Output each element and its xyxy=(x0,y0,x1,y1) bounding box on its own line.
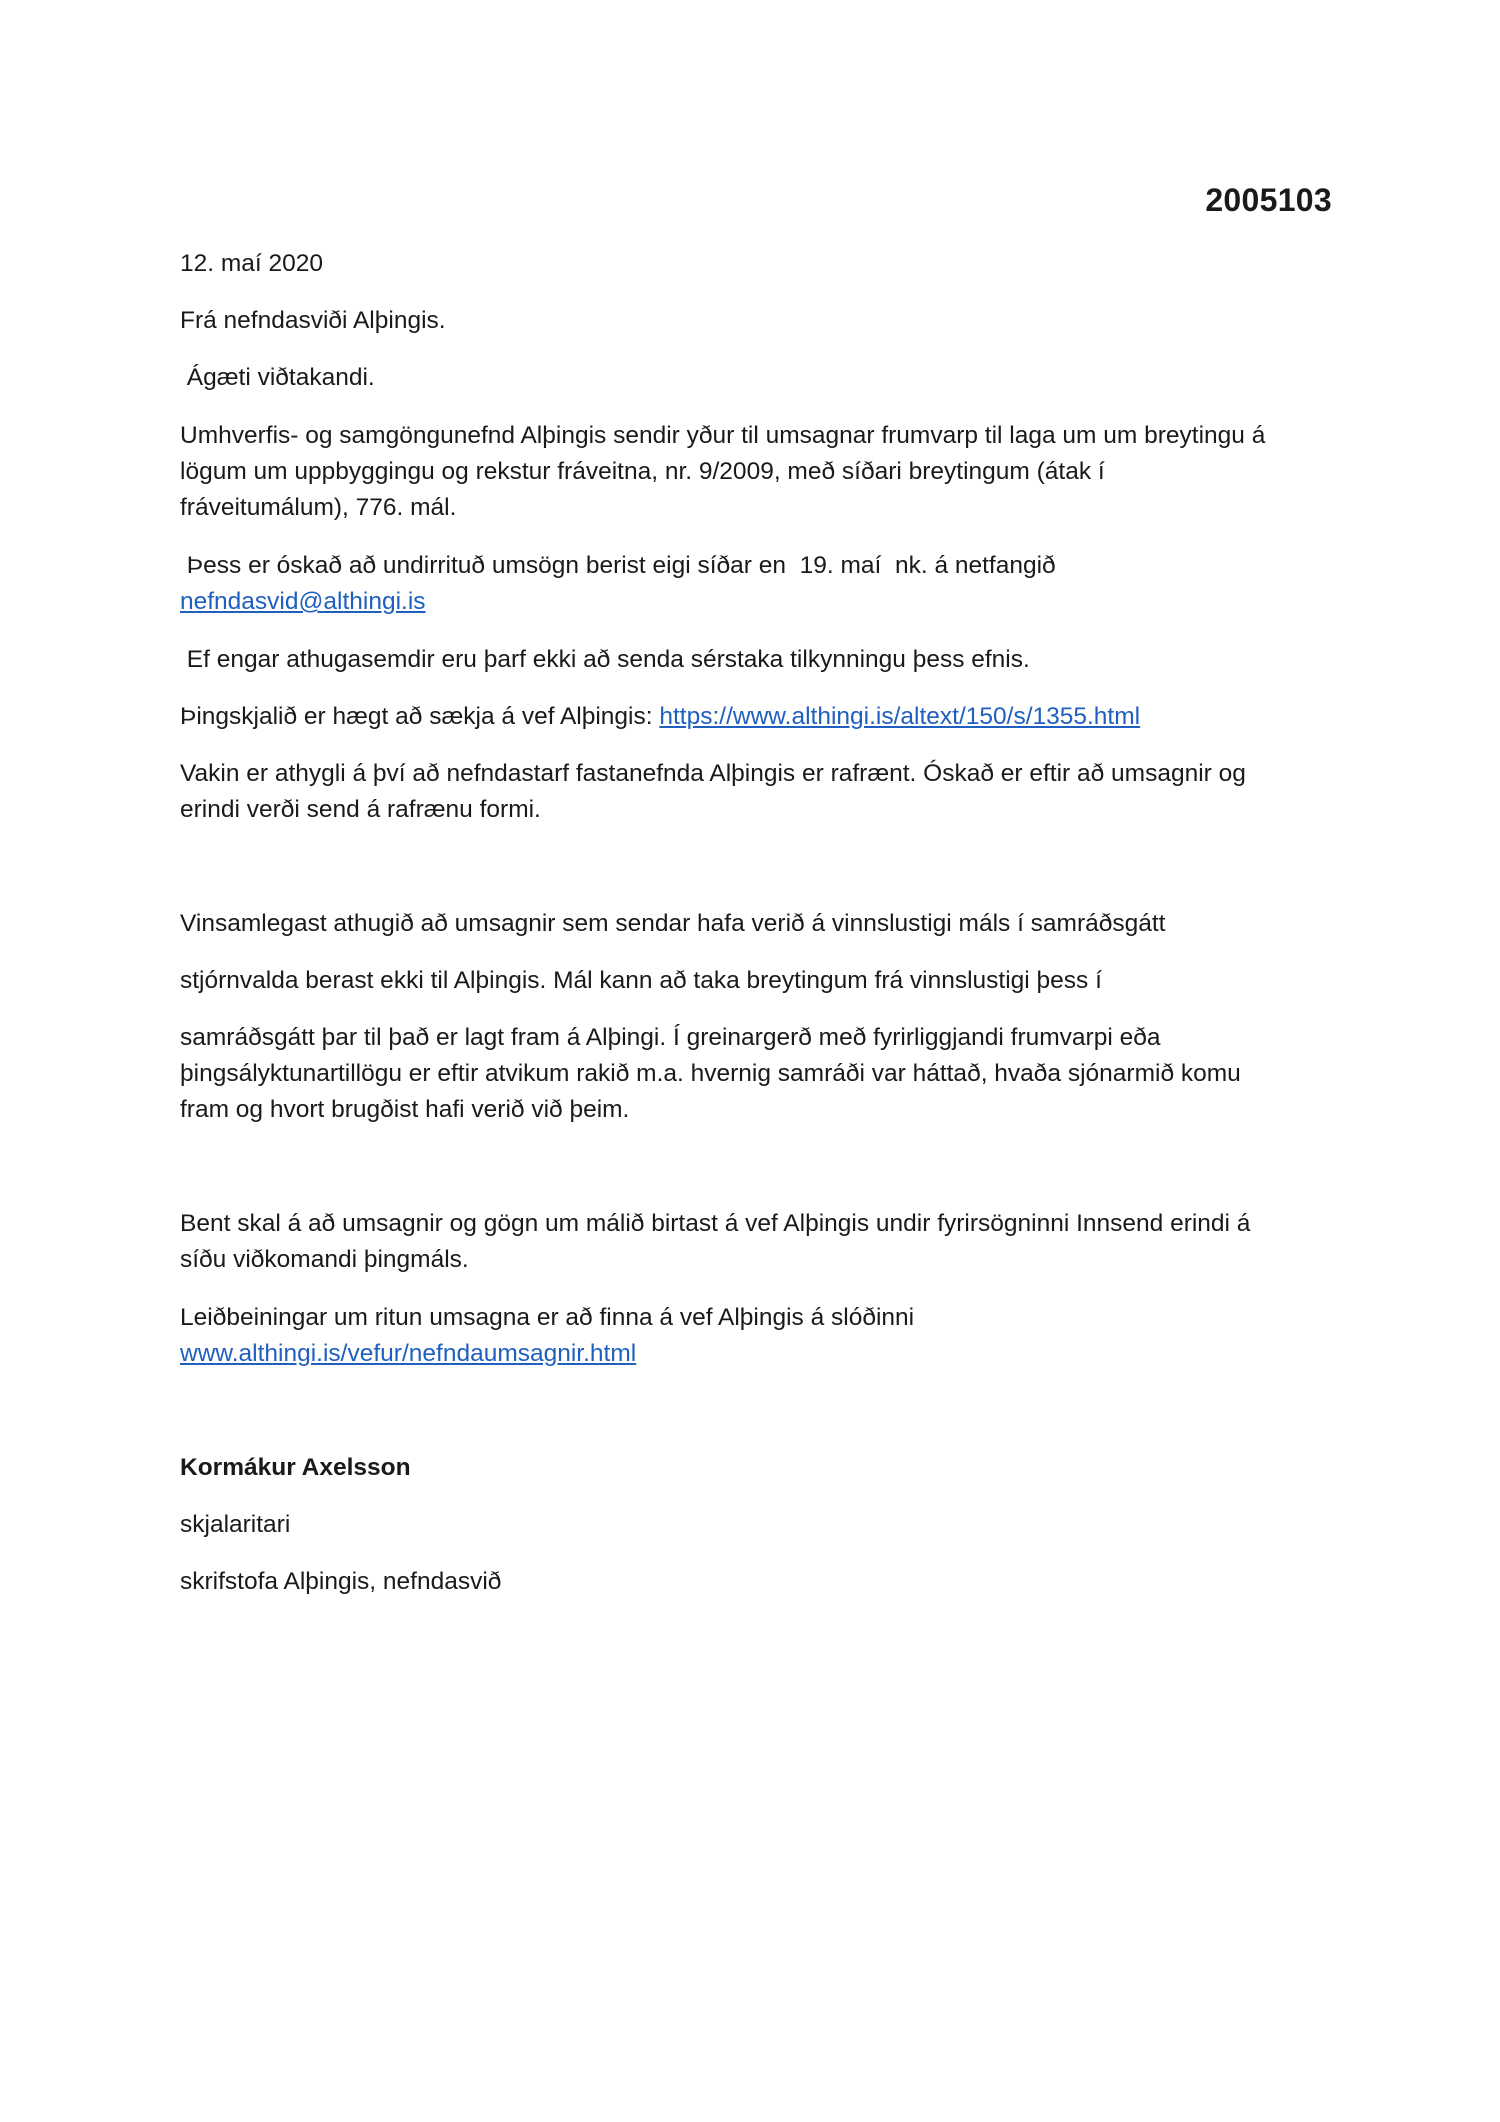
consult-line-2: stjórnvalda berast ekki til Alþingis. Mál kann að taka breytingum frá vinnslustigi þess í xyxy=(180,967,1102,994)
document-number: 2005103 xyxy=(1205,182,1332,218)
intro-paragraph xyxy=(180,418,1340,526)
electronic-paragraph xyxy=(180,756,1340,828)
publish-line-1: Bent skal á að umsagnir og gögn um málið birtast á vef Alþingis undir fyrirsögninni Innsend erindi á xyxy=(180,1210,1251,1237)
letter-sender: Frá nefndasviði Alþingis. xyxy=(180,307,446,334)
signer-title: skjalaritari xyxy=(180,1511,291,1538)
deadline-email-link[interactable]: nefndasvid@althingi.is xyxy=(180,588,426,615)
consult-line-4: þingsályktunartillögu er eftir atvikum rakið m.a. hvernig samráði var háttað, hvaða sjónarmið komu xyxy=(180,1060,1241,1087)
electronic-line-2: erindi verði send á rafrænu formi. xyxy=(180,796,541,823)
document-link[interactable]: https://www.althingi.is/altext/150/s/1355.html xyxy=(659,703,1141,730)
letter-date: 12. maí 2020 xyxy=(180,250,324,277)
guide-link[interactable]: www.althingi.is/vefur/nefndaumsagnir.html xyxy=(180,1340,637,1367)
intro-line-1: Umhverfis- og samgöngunefnd Alþingis sendir yður til umsagnar frumvarp til laga um um breytingu á xyxy=(180,422,1266,449)
electronic-line-1: Vakin er athygli á því að nefndastarf fastanefnda Alþingis er rafrænt. Óskað er eftir að umsagnir og xyxy=(180,760,1246,787)
consult-paragraph xyxy=(180,1020,1340,1128)
deadline-text: Þess er óskað að undirrituð umsögn berist eigi síðar en 19. maí nk. á netfangið xyxy=(180,552,1056,579)
deadline-paragraph xyxy=(180,548,1340,620)
signer-name: Kormákur Axelsson xyxy=(180,1454,411,1481)
no-comments-note: Ef engar athugasemdir eru þarf ekki að senda sérstaka tilkynningu þess efnis. xyxy=(180,646,1030,673)
signer-office: skrifstofa Alþingis, nefndasvið xyxy=(180,1568,502,1595)
guide-paragraph xyxy=(180,1300,1340,1372)
document-link-label: Þingskjalið er hægt að sækja á vef Alþingis: xyxy=(180,703,660,730)
document-link-paragraph xyxy=(180,699,1340,735)
publish-line-2: síðu viðkomandi þingmáls. xyxy=(180,1246,469,1273)
intro-line-2: lögum um uppbyggingu og rekstur fráveitna, nr. 9/2009, með síðari breytingum (átak í xyxy=(180,458,1105,485)
consult-line-1: Vinsamlegast athugið að umsagnir sem sendar hafa verið á vinnslustigi máls í samráðsgátt xyxy=(180,910,1166,937)
intro-line-3: fráveitumálum), 776. mál. xyxy=(180,494,457,521)
consult-line-5: fram og hvort brugðist hafi verið við þeim. xyxy=(180,1096,630,1123)
consult-line-3: samráðsgátt þar til það er lagt fram á Alþingi. Í greinargerð með fyrirliggjandi frumvarpi eða xyxy=(180,1024,1161,1051)
guide-text: Leiðbeiningar um ritun umsagna er að finna á vef Alþingis á slóðinni xyxy=(180,1304,915,1331)
letter-greeting: Ágæti viðtakandi. xyxy=(180,364,375,391)
publish-paragraph xyxy=(180,1206,1340,1278)
